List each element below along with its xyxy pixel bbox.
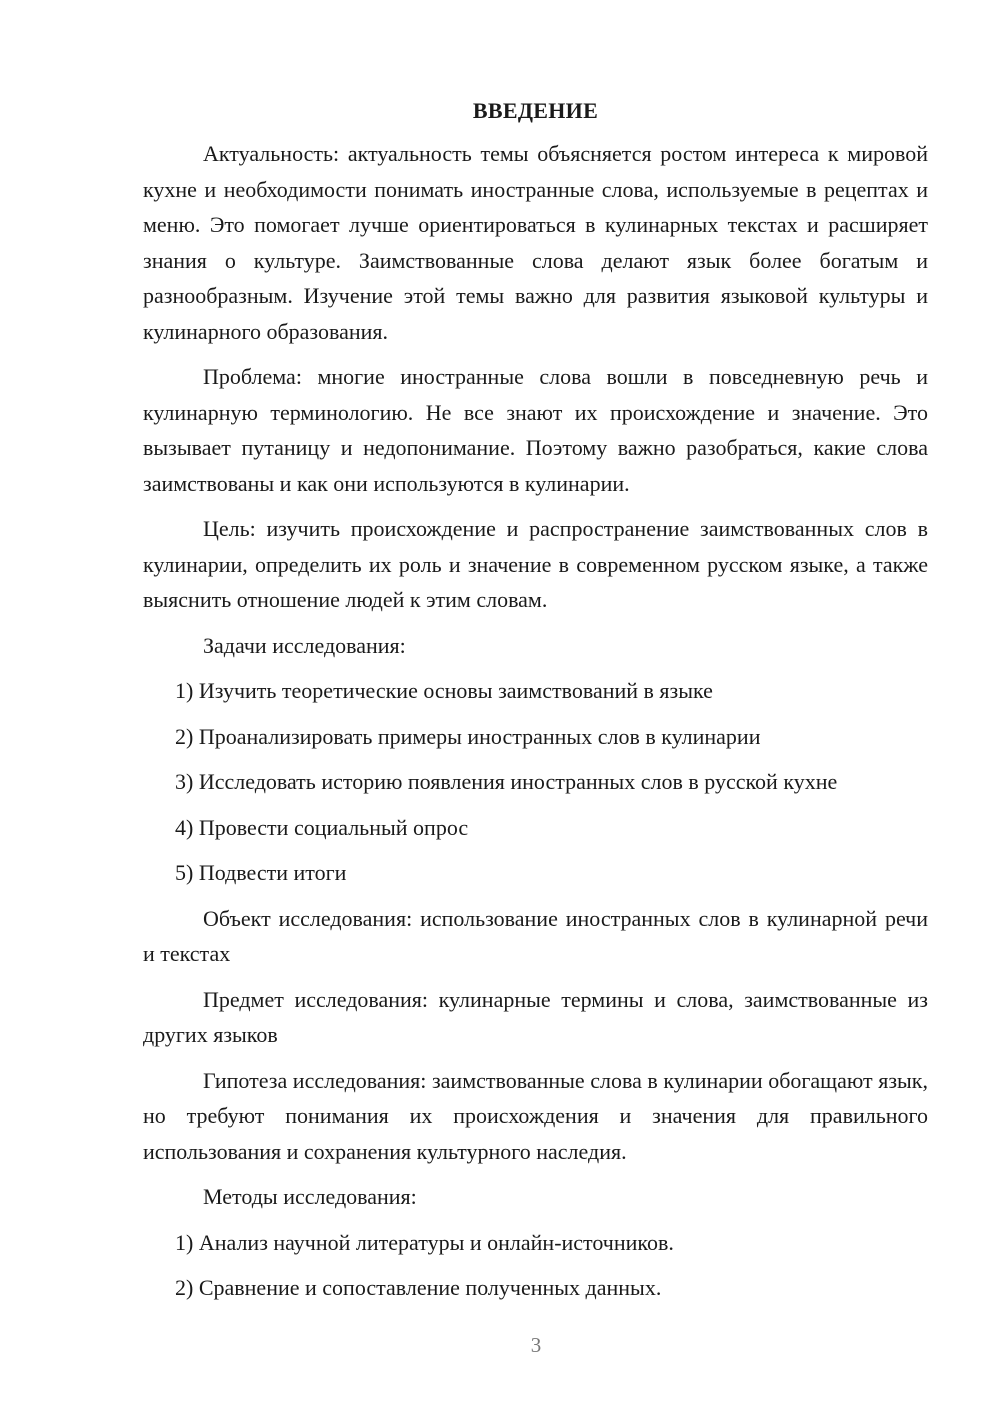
tasks-heading: Задачи исследования: [203, 632, 406, 658]
hypothesis-paragraph: Гипотеза исследования: заимствованные слова в кулинарии обогащают язык, но требуют понимания их происхождения и значения для правильного использования и сохранения культурного наследия. [143, 1067, 928, 1164]
problem-paragraph: Проблема: многие иностранные слова вошли в повседневную речь и кулинарную терминологию. Не все знают их происхождение и значение. Это вызывает путаницу и недопонимание. Поэтому важно разобраться, какие слова заимствованы и как они используются в кулинарии. [143, 364, 928, 496]
method-item-1: 1) Анализ научной литературы и онлайн-источников. [175, 1229, 674, 1255]
task-item-4: 4) Провести социальный опрос [175, 814, 469, 840]
document-page [143, 96, 928, 1316]
task-item-2: 2) Проанализировать примеры иностранных слов в кулинарии [175, 723, 761, 749]
task-item-3: 3) Исследовать историю появления иностранных слов в русской кухне [175, 769, 838, 794]
relevance-paragraph: Актуальность: актуальность темы объясняется ростом интереса к мировой кухне и необходимости понимать иностранные слова, используемые в рецептах и меню. Это помогает лучше ориентироваться в кулинарных текстах и расширяет знания о культуре. Заимствованные слова делают язык более богатым и разнообразным. Изучение этой темы важно для развития языковой культуры и кулинарного образования. [143, 141, 928, 344]
object-paragraph: Объект исследования: использование иностранных слов в кулинарной речи и текстах [143, 905, 928, 966]
method-item-2: 2) Сравнение и сопоставление полученных данных. [175, 1275, 662, 1300]
section-title: ВВЕДЕНИЕ [472, 98, 599, 123]
task-item-5: 5) Подвести итоги [175, 860, 347, 885]
page-number: 3 [530, 1333, 542, 1357]
subject-paragraph: Предмет исследования: кулинарные термины и слова, заимствованные из других языков [143, 986, 928, 1047]
methods-heading: Методы исследования: [203, 1184, 417, 1209]
task-item-1: 1) Изучить теоретические основы заимствований в языке [175, 678, 713, 703]
goal-paragraph: Цель: изучить происхождение и распространение заимствованных слов в кулинарии, определить их роль и значение в современном русском языке, а также выяснить отношение людей к этим словам. [143, 516, 928, 612]
